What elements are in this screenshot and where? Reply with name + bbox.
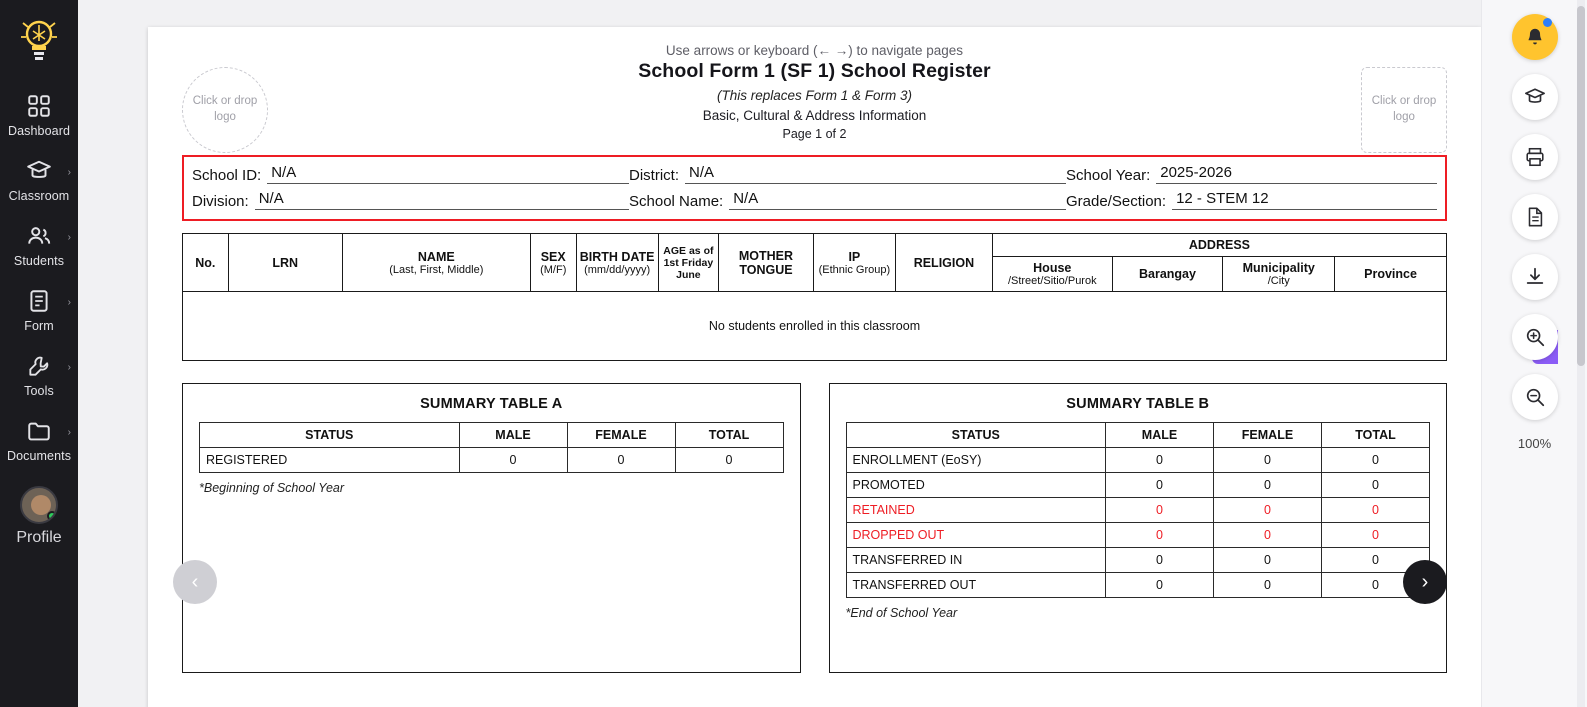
col-house-sub: /Street/Sitio/Purok (1007, 275, 1097, 287)
sidebar-item-label: Classroom (8, 189, 70, 203)
col-name-sub: (Last, First, Middle) (389, 263, 484, 276)
summary-a-col-total: TOTAL (675, 423, 783, 448)
table-row (846, 523, 1430, 548)
col-ip (813, 234, 895, 292)
zoom-level-label: 100% (1517, 436, 1552, 451)
summary-b-row-status: ENROLLMENT (EoSY) (846, 448, 1106, 473)
summary-b-row-total: 0 (1322, 523, 1430, 548)
sidebar-item-label: Dashboard (7, 124, 71, 138)
sidebar-item-dashboard[interactable] (0, 82, 78, 147)
online-status-dot (47, 511, 57, 521)
summary-b-row-female: 0 (1214, 473, 1322, 498)
sidebar-item-students[interactable] (0, 212, 78, 277)
summary-b-title: SUMMARY TABLE B (1066, 396, 1210, 412)
table-row (846, 548, 1430, 573)
sf1-document-page (148, 27, 1481, 707)
chevron-right-icon: › (67, 232, 71, 243)
col-sex-main: SEX (540, 249, 566, 264)
summary-a-col-female: FEMALE (567, 423, 675, 448)
col-birth-date-main: BIRTH DATE (579, 249, 655, 264)
summary-b-table (846, 422, 1431, 598)
col-age (658, 234, 718, 292)
page-title: School Form 1 (SF 1) School Register (638, 60, 991, 82)
school-year-field[interactable] (1066, 164, 1437, 184)
folder-icon (26, 418, 52, 444)
summary-a-row-status: REGISTERED (200, 448, 460, 473)
zoom-in-icon (1524, 326, 1546, 348)
col-name-main: NAME (417, 249, 455, 264)
chevron-right-icon: › (67, 362, 71, 373)
chevron-right-icon: › (67, 427, 71, 438)
district-field[interactable] (629, 164, 1066, 184)
chevron-right-icon: › (67, 167, 71, 178)
col-ip-sub: (Ethnic Group) (818, 263, 891, 276)
right-logo-dropzone[interactable] (1361, 67, 1447, 153)
document-icon (1524, 206, 1546, 228)
summary-tables (182, 383, 1447, 673)
empty-state-message: No students enrolled in this classroom (183, 292, 1447, 361)
document-subtitle-italic: (This replaces Form 1 & Form 3) (716, 88, 913, 103)
school-info-highlighted-section (182, 155, 1447, 221)
summary-b-header-row (846, 423, 1430, 448)
summary-b-row-male: 0 (1106, 473, 1214, 498)
sidebar-item-label: Students (13, 254, 65, 268)
table-row (846, 498, 1430, 523)
sidebar-item-label: Form (24, 319, 54, 333)
zoom-out-icon (1524, 386, 1546, 408)
school-name-field[interactable] (629, 190, 1066, 210)
grid-icon (26, 93, 52, 119)
school-name-value[interactable]: N/A (729, 190, 1066, 210)
school-id-field[interactable] (192, 164, 629, 184)
summary-a-header-row (200, 423, 784, 448)
summary-b-row-total: 0 (1322, 448, 1430, 473)
sidebar-item-documents[interactable] (0, 407, 78, 472)
zoom-out-button[interactable] (1512, 374, 1558, 420)
division-label: Division: (192, 193, 249, 210)
sidebar-item-label: Tools (24, 384, 54, 398)
right-toolbar (1481, 0, 1587, 707)
graduation-cap-icon (1524, 86, 1546, 108)
col-lrn: LRN (228, 234, 342, 292)
lightbulb-icon (17, 15, 61, 65)
col-barangay: Barangay (1112, 257, 1223, 292)
navigation-hint: Use arrows or keyboard (← →) to navigate pages (665, 43, 964, 58)
col-sex (530, 234, 576, 292)
col-birth-date (576, 234, 658, 292)
summary-a-col-status: STATUS (200, 423, 460, 448)
printer-icon (1524, 146, 1546, 168)
info-row-2 (192, 190, 1437, 210)
table-row (200, 448, 784, 473)
school-year-value[interactable]: 2025-2026 (1156, 164, 1437, 184)
col-no: No. (183, 234, 229, 292)
school-year-label: School Year: (1066, 167, 1151, 184)
summary-a-footnote: *Beginning of School Year (199, 481, 345, 495)
summary-b-row-female: 0 (1214, 448, 1322, 473)
summary-b-row-female: 0 (1214, 523, 1322, 548)
avatar[interactable] (20, 486, 58, 524)
empty-state-row (183, 292, 1447, 361)
summary-b-row-male: 0 (1106, 573, 1214, 598)
sidebar-profile[interactable] (16, 486, 61, 547)
right-logo-dropzone-label: Click or drop logo (1371, 95, 1437, 123)
next-page-button[interactable] (1403, 560, 1447, 604)
summary-b-col-total: TOTAL (1322, 423, 1430, 448)
document-viewport (78, 0, 1481, 707)
summary-b-row-total: 0 (1322, 573, 1430, 598)
info-row-1 (192, 164, 1437, 184)
school-id-value[interactable]: N/A (267, 164, 629, 184)
summary-b-row-total: 0 (1322, 498, 1430, 523)
col-municipality-main: Municipality (1242, 261, 1315, 275)
summary-b-row-male: 0 (1106, 498, 1214, 523)
tools-icon (26, 353, 52, 379)
grade-section-label: Grade/Section: (1066, 193, 1167, 210)
sidebar-item-tools[interactable] (0, 342, 78, 407)
chevron-left-icon: ‹ (191, 571, 199, 593)
profile-label: Profile (16, 529, 62, 546)
summary-b-row-status: DROPPED OUT (846, 523, 1106, 548)
summary-b-row-female: 0 (1214, 573, 1322, 598)
col-sex-sub: (M/F) (540, 263, 567, 276)
grade-section-field[interactable] (1066, 190, 1437, 210)
table-row (846, 573, 1430, 598)
col-birth-date-sub: (mm/dd/yyyy) (584, 263, 651, 276)
document-button[interactable] (1512, 194, 1558, 240)
left-sidebar (0, 0, 78, 707)
district-label: District: (629, 167, 679, 184)
graduation-cap-button[interactable] (1512, 74, 1558, 120)
document-subtitle: Basic, Cultural & Address Information (702, 108, 927, 123)
col-municipality (1223, 257, 1335, 292)
app-logo[interactable] (9, 10, 69, 70)
students-icon (26, 223, 52, 249)
sidebar-item-label: Documents (6, 449, 72, 463)
summary-a-row-total: 0 (675, 448, 783, 473)
download-button[interactable] (1512, 254, 1558, 300)
sidebar-item-classroom[interactable] (0, 147, 78, 212)
table-row (846, 448, 1430, 473)
left-logo-dropzone[interactable] (182, 67, 268, 153)
summary-b-row-male: 0 (1106, 523, 1214, 548)
col-age-main: AGE as of 1st Friday June (663, 244, 714, 281)
notifications-bell-button[interactable] (1512, 14, 1558, 60)
col-house-main: House (1033, 261, 1072, 275)
summary-a-row-female: 0 (567, 448, 675, 473)
summary-b-col-female: FEMALE (1214, 423, 1322, 448)
form-icon (26, 288, 52, 314)
summary-b-row-male: 0 (1106, 448, 1214, 473)
summary-b-row-status: RETAINED (846, 498, 1106, 523)
summary-b-row-total: 0 (1322, 473, 1430, 498)
chevron-right-icon: › (1421, 571, 1429, 593)
summary-b-row-female: 0 (1214, 548, 1322, 573)
school-name-label: School Name: (629, 193, 724, 210)
summary-table-b (829, 383, 1448, 673)
summary-b-footnote: *End of School Year (845, 606, 958, 620)
school-id-label: School ID: (192, 167, 262, 184)
summary-b-row-status: TRANSFERRED OUT (846, 573, 1106, 598)
summary-b-row-female: 0 (1214, 498, 1322, 523)
zoom-in-button[interactable] (1512, 314, 1558, 360)
summary-b-row-male: 0 (1106, 548, 1214, 573)
summary-a-table (199, 422, 784, 473)
summary-b-row-status: PROMOTED (846, 473, 1106, 498)
col-religion: RELIGION (895, 234, 992, 292)
summary-b-col-male: MALE (1106, 423, 1214, 448)
col-mother-tongue: MOTHER TONGUE (719, 234, 814, 292)
col-municipality-sub: /City (1267, 275, 1290, 287)
summary-a-col-male: MALE (459, 423, 567, 448)
division-field[interactable] (192, 190, 629, 210)
download-icon (1524, 266, 1546, 288)
student-register-table (182, 233, 1447, 361)
col-address: ADDRESS (992, 234, 1446, 257)
bell-icon (1524, 26, 1546, 48)
sidebar-item-form[interactable] (0, 277, 78, 342)
col-province: Province (1335, 257, 1447, 292)
summary-b-row-status: TRANSFERRED IN (846, 548, 1106, 573)
col-name (342, 234, 530, 292)
summary-a-title: SUMMARY TABLE A (420, 396, 563, 412)
notification-dot (1543, 18, 1552, 27)
chevron-right-icon: › (67, 297, 71, 308)
scrollbar-thumb[interactable] (1577, 6, 1585, 366)
summary-b-row-total: 0 (1322, 548, 1430, 573)
left-logo-dropzone-label: Click or drop logo (192, 95, 258, 123)
print-button[interactable] (1512, 134, 1558, 180)
col-house (992, 257, 1112, 292)
district-value[interactable]: N/A (685, 164, 1066, 184)
summary-table-a (182, 383, 801, 673)
division-value[interactable]: N/A (255, 190, 629, 210)
previous-page-button[interactable] (173, 560, 217, 604)
grade-section-value[interactable]: 12 - STEM 12 (1172, 190, 1437, 210)
register-header-row (183, 234, 1447, 257)
table-row (846, 473, 1430, 498)
page-indicator: Page 1 of 2 (782, 127, 847, 141)
classroom-icon (26, 158, 52, 184)
summary-a-row-male: 0 (459, 448, 567, 473)
col-ip-main: IP (848, 249, 861, 264)
summary-b-col-status: STATUS (846, 423, 1106, 448)
